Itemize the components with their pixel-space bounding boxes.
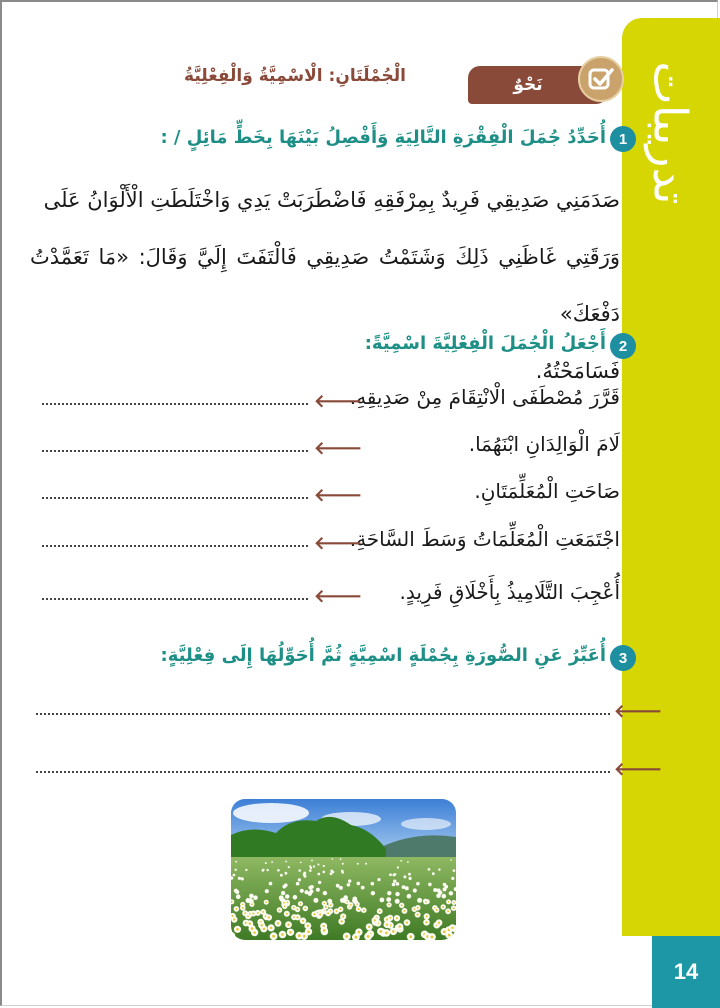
daisy-flower: [371, 891, 375, 895]
daisy-flower: [313, 898, 318, 903]
daisy-center: [233, 918, 235, 920]
daisy-center: [340, 908, 342, 910]
daisy-flower: [296, 882, 300, 886]
daisy-center: [453, 902, 455, 904]
daisy-center: [425, 901, 427, 903]
answer-row: [30, 695, 663, 731]
daisy-flower: [288, 866, 290, 868]
daisy-center: [431, 936, 434, 939]
daisy-center: [330, 904, 332, 906]
daisy-center: [284, 906, 286, 908]
question-number-2: 2: [610, 333, 636, 359]
daisy-center: [386, 923, 388, 925]
daisy-center: [277, 922, 279, 924]
daisy-flower: [280, 874, 283, 877]
daisy-flower: [300, 889, 304, 893]
daisy-flower: [386, 897, 391, 902]
daisy-center: [342, 915, 344, 917]
arrow-left-icon: 🡐: [314, 391, 363, 412]
daisy-flower: [393, 880, 396, 883]
daisy-center: [272, 935, 275, 938]
answer-row: [30, 753, 663, 789]
daisy-flower: [285, 872, 288, 875]
sentence-text: لَامَ الْوَالِدَانِ ابْنَهُمَا.: [468, 432, 620, 456]
daisy-flower: [396, 882, 400, 886]
daisy-flower: [407, 894, 412, 899]
lesson-title: الْجُمْلَتَانِ: الْاسْمِيَّةُ وَالْفِعْلِيَّةُ: [184, 66, 406, 86]
daisy-center: [298, 934, 301, 937]
daisy-flower: [318, 864, 320, 866]
daisy-flower: [397, 866, 399, 868]
daisy-center: [307, 931, 310, 934]
daisy-flower: [361, 886, 365, 890]
daisy-center: [451, 927, 453, 929]
side-title-text: تدريبات: [644, 61, 699, 205]
daisy-flower: [271, 861, 273, 863]
question-1-instruction: أُحَدِّدُ جُمَلَ الْفِقْرَةِ التَّالِيَةِ وَأَفْصِلُ بَيْنَهَا بِخَطٍّ مَائِلٍ / :: [160, 127, 606, 148]
sentence-text: أُعْجِبَ التَّلَامِيذُ بِأَخْلَاقِ فَرِيدٍ.: [399, 580, 620, 604]
daisy-center: [388, 904, 390, 906]
section-label: نَحْوٌ: [513, 75, 543, 95]
daisy-center: [368, 926, 370, 928]
daisy-flower: [233, 874, 236, 877]
daisy-center: [251, 927, 254, 930]
daisy-flower: [304, 890, 308, 894]
daisy-center: [426, 915, 428, 917]
daisy-center: [319, 913, 321, 915]
daisy-center: [386, 918, 388, 920]
daisy-center: [257, 912, 259, 914]
daisy-flower: [285, 894, 290, 899]
daisy-flower: [428, 883, 432, 887]
sentence-text: اجْتَمَعَتِ الْمُعَلِّمَاتُ وَسَطَ السَّاحَةِ.: [349, 527, 620, 551]
paragraph-line: فَسَامَحْتُهُ.: [535, 359, 620, 383]
daisy-flower: [341, 870, 344, 873]
daisy-flower: [277, 869, 280, 872]
daisy-flower: [323, 891, 327, 895]
daisy-flower: [323, 865, 325, 867]
daisy-flower: [300, 862, 302, 864]
daisy-center: [249, 922, 251, 924]
daisy-flower: [281, 891, 285, 895]
sentence-text: صَاحَتِ الْمُعَلِّمَتَانِ.: [474, 479, 620, 503]
daisy-flower: [309, 869, 312, 872]
daisy-center: [443, 930, 446, 933]
daisy-flower: [267, 869, 269, 871]
daisy-center: [297, 908, 299, 910]
daisy-center: [289, 931, 292, 934]
answer-line[interactable]: [36, 713, 610, 715]
sentence-row: [30, 385, 620, 421]
daisy-center: [442, 906, 444, 908]
question-3-instruction: أُعَبِّرُ عَنِ الصُّورَةِ بِجُمْلَةٍ اسْمِيَّةٍ ثُمَّ أُحَوِّلُهَا إِلَى فِعْلِيَّةٍ:: [160, 645, 606, 666]
daisy-flower: [403, 875, 406, 878]
daisy-center: [436, 909, 438, 911]
daisy-flower: [438, 868, 440, 870]
page-number: 14: [673, 959, 699, 984]
daisy-center: [265, 901, 267, 903]
daisy-flower: [407, 861, 409, 863]
daisy-flower: [279, 897, 284, 902]
daisy-flower: [453, 869, 456, 872]
daisy-flower: [443, 883, 447, 887]
arrow-left-icon: 🡐: [314, 485, 363, 506]
daisy-center: [417, 914, 419, 916]
daisy-center: [262, 911, 264, 913]
sentence-row: [30, 580, 620, 616]
daisy-center: [252, 913, 254, 915]
daisy-center: [244, 912, 246, 914]
daisy-center: [355, 936, 358, 939]
daisy-center: [268, 916, 270, 918]
daisy-flower: [313, 865, 315, 867]
daisy-center: [307, 925, 309, 927]
answer-line[interactable]: [42, 598, 308, 600]
daisy-flower: [402, 885, 406, 889]
daisy-center: [448, 901, 450, 903]
daisy-center: [251, 903, 253, 905]
daisy-flower: [348, 879, 351, 882]
page-number-box: [652, 936, 720, 1008]
daisy-flower: [249, 894, 254, 899]
question-number-3: 3: [610, 645, 636, 671]
daisy-center: [323, 929, 326, 932]
daisy-center: [413, 908, 415, 910]
daisy-center: [297, 916, 299, 918]
daisy-field-photo: [231, 799, 456, 940]
daisy-center: [325, 906, 327, 908]
daisy-flower: [235, 890, 239, 894]
daisy-center: [327, 912, 329, 914]
daisy-flower: [241, 877, 244, 880]
daisy-flower: [332, 858, 334, 860]
daisy-center: [448, 934, 451, 937]
daisy-flower: [309, 889, 313, 893]
paragraph-line: وَرَقَتِي غَاظَنِي ذَلِكَ وَشَتَمْتُ صَدِيقِي فَالْتَفَتَ إِلَيَّ وَقَالَ: «مَا تَعَمَّدْتُ دَفْعَكَ»: [30, 245, 620, 326]
daisy-center: [367, 935, 370, 938]
daisy-center: [406, 921, 408, 923]
question-2-instruction: أَجْعَلُ الْجُمَلَ الْفِعْلِيَّةَ اسْمِيَّةً:: [364, 333, 606, 354]
daisy-flower: [245, 869, 247, 871]
sentence-row: [30, 527, 620, 563]
daisy-flower: [389, 873, 392, 876]
daisy-flower: [437, 888, 441, 892]
daisy-center: [396, 917, 398, 919]
daisy-center: [404, 910, 406, 912]
daisy-flower: [308, 886, 312, 890]
daisy-flower: [432, 872, 435, 875]
daisy-flower: [449, 891, 453, 895]
question-1-paragraph[interactable]: [30, 172, 620, 400]
sentence-text: قَرَّرَ مُصْطَفَى الْانْتِقَامَ مِنْ صَدِيقِهِ.: [349, 385, 620, 409]
daisy-flower: [405, 886, 409, 890]
daisy-flower: [413, 888, 417, 892]
answer-line[interactable]: [42, 497, 308, 499]
daisy-flower: [330, 870, 333, 873]
arrow-left-icon: 🡐: [314, 438, 363, 459]
daisy-center: [346, 901, 348, 903]
daisy-flower: [365, 863, 367, 865]
daisy-flower: [269, 882, 273, 886]
daisy-center: [286, 913, 288, 915]
daisy-center: [345, 935, 348, 938]
daisy-flower: [235, 869, 237, 871]
daisy-flower: [265, 862, 267, 864]
answer-line[interactable]: [42, 545, 308, 547]
daisy-center: [350, 904, 352, 906]
answer-line[interactable]: [42, 450, 308, 452]
daisy-center: [374, 919, 376, 921]
daisy-flower: [393, 874, 396, 877]
daisy-center: [287, 901, 289, 903]
daisy-flower: [343, 895, 348, 900]
daisy-center: [235, 908, 237, 910]
daisy-flower: [238, 877, 241, 880]
daisy-center: [300, 903, 302, 905]
daisy-center: [409, 935, 412, 938]
daisy-center: [358, 931, 361, 934]
daisy-flower: [347, 883, 351, 887]
daisy-center: [283, 902, 285, 904]
daisy-flower: [400, 860, 402, 862]
daisy-flower: [285, 861, 287, 863]
check-icon: [578, 56, 624, 102]
daisy-flower: [377, 878, 380, 881]
daisy-flower: [442, 894, 447, 899]
daisy-flower: [323, 871, 326, 874]
side-title: [622, 18, 720, 248]
daisy-flower: [336, 884, 340, 888]
daisy-flower: [352, 898, 357, 903]
daisy-center: [453, 907, 455, 909]
daisy-center: [323, 902, 325, 904]
daisy-flower: [380, 898, 385, 903]
question-number-1: 1: [610, 126, 636, 152]
daisy-flower: [428, 868, 430, 870]
daisy-center: [313, 913, 315, 915]
daisy-flower: [392, 883, 396, 887]
arrow-left-icon: 🡐: [314, 533, 363, 554]
daisy-flower: [395, 899, 400, 904]
sentence-row: [30, 479, 620, 515]
daisy-flower: [340, 858, 342, 860]
daisy-flower: [316, 888, 320, 892]
daisy-flower: [284, 883, 288, 887]
daisy-center: [425, 921, 427, 923]
daisy-flower: [371, 882, 375, 886]
daisy-flower: [253, 895, 258, 900]
daisy-flower: [236, 894, 241, 899]
daisy-flower: [298, 878, 301, 881]
daisy-center: [417, 907, 419, 909]
daisy-flower: [357, 863, 359, 865]
daisy-flower: [443, 887, 447, 891]
daisy-center: [399, 925, 401, 927]
daisy-flower: [293, 895, 298, 900]
daisy-flower: [436, 893, 441, 898]
arrow-left-icon: 🡐: [614, 759, 663, 780]
daisy-flower: [357, 882, 361, 886]
daisy-flower: [317, 873, 320, 876]
arrow-left-icon: 🡐: [314, 586, 363, 607]
daisy-flower: [235, 861, 237, 863]
daisy-flower: [417, 898, 422, 903]
daisy-flower: [342, 863, 344, 865]
daisy-center: [358, 908, 360, 910]
daisy-flower: [395, 892, 399, 896]
daisy-center: [379, 910, 381, 912]
daisy-center: [363, 909, 365, 911]
daisy-flower: [262, 869, 264, 871]
daisy-center: [304, 907, 306, 909]
daisy-center: [293, 907, 295, 909]
daisy-center: [385, 932, 388, 935]
daisy-flower: [451, 877, 454, 880]
answer-line[interactable]: [36, 771, 610, 773]
daisy-flower: [387, 891, 391, 895]
answer-line[interactable]: [42, 403, 308, 405]
daisy-flower: [416, 882, 420, 886]
daisy-flower: [450, 859, 452, 861]
daisy-center: [261, 924, 263, 926]
daisy-center: [380, 930, 383, 933]
daisy-center: [447, 910, 449, 912]
daisy-center: [242, 907, 244, 909]
daisy-flower: [311, 860, 313, 862]
daisy-flower: [303, 873, 306, 876]
daisy-center: [279, 909, 281, 911]
daisy-center: [270, 927, 272, 929]
daisy-flower: [309, 865, 311, 867]
daisy-center: [236, 928, 239, 931]
daisy-center: [341, 920, 343, 922]
daisy-flower: [318, 881, 321, 884]
daisy-flower: [339, 886, 343, 890]
sentence-row: [30, 432, 620, 468]
arrow-left-icon: 🡐: [614, 701, 663, 722]
daisy-flower: [265, 889, 269, 893]
daisy-flower: [408, 873, 411, 876]
daisy-flower: [409, 877, 412, 880]
daisy-center: [401, 904, 403, 906]
daisy-center: [302, 920, 304, 922]
daisy-center: [336, 910, 338, 912]
daisy-center: [287, 924, 289, 926]
daisy-center: [281, 933, 284, 936]
daisy-center: [438, 922, 440, 924]
daisy-center: [392, 930, 395, 933]
daisy-flower: [298, 869, 301, 872]
paragraph-line: صَدَمَنِي صَدِيقِي فَرِيدٌ بِمِرْفَقِهِ فَاضْطَرَبَتْ يَدِي وَاخْتَلَطَتِ الْأَلْوَانُ عَلَى: [43, 188, 620, 212]
